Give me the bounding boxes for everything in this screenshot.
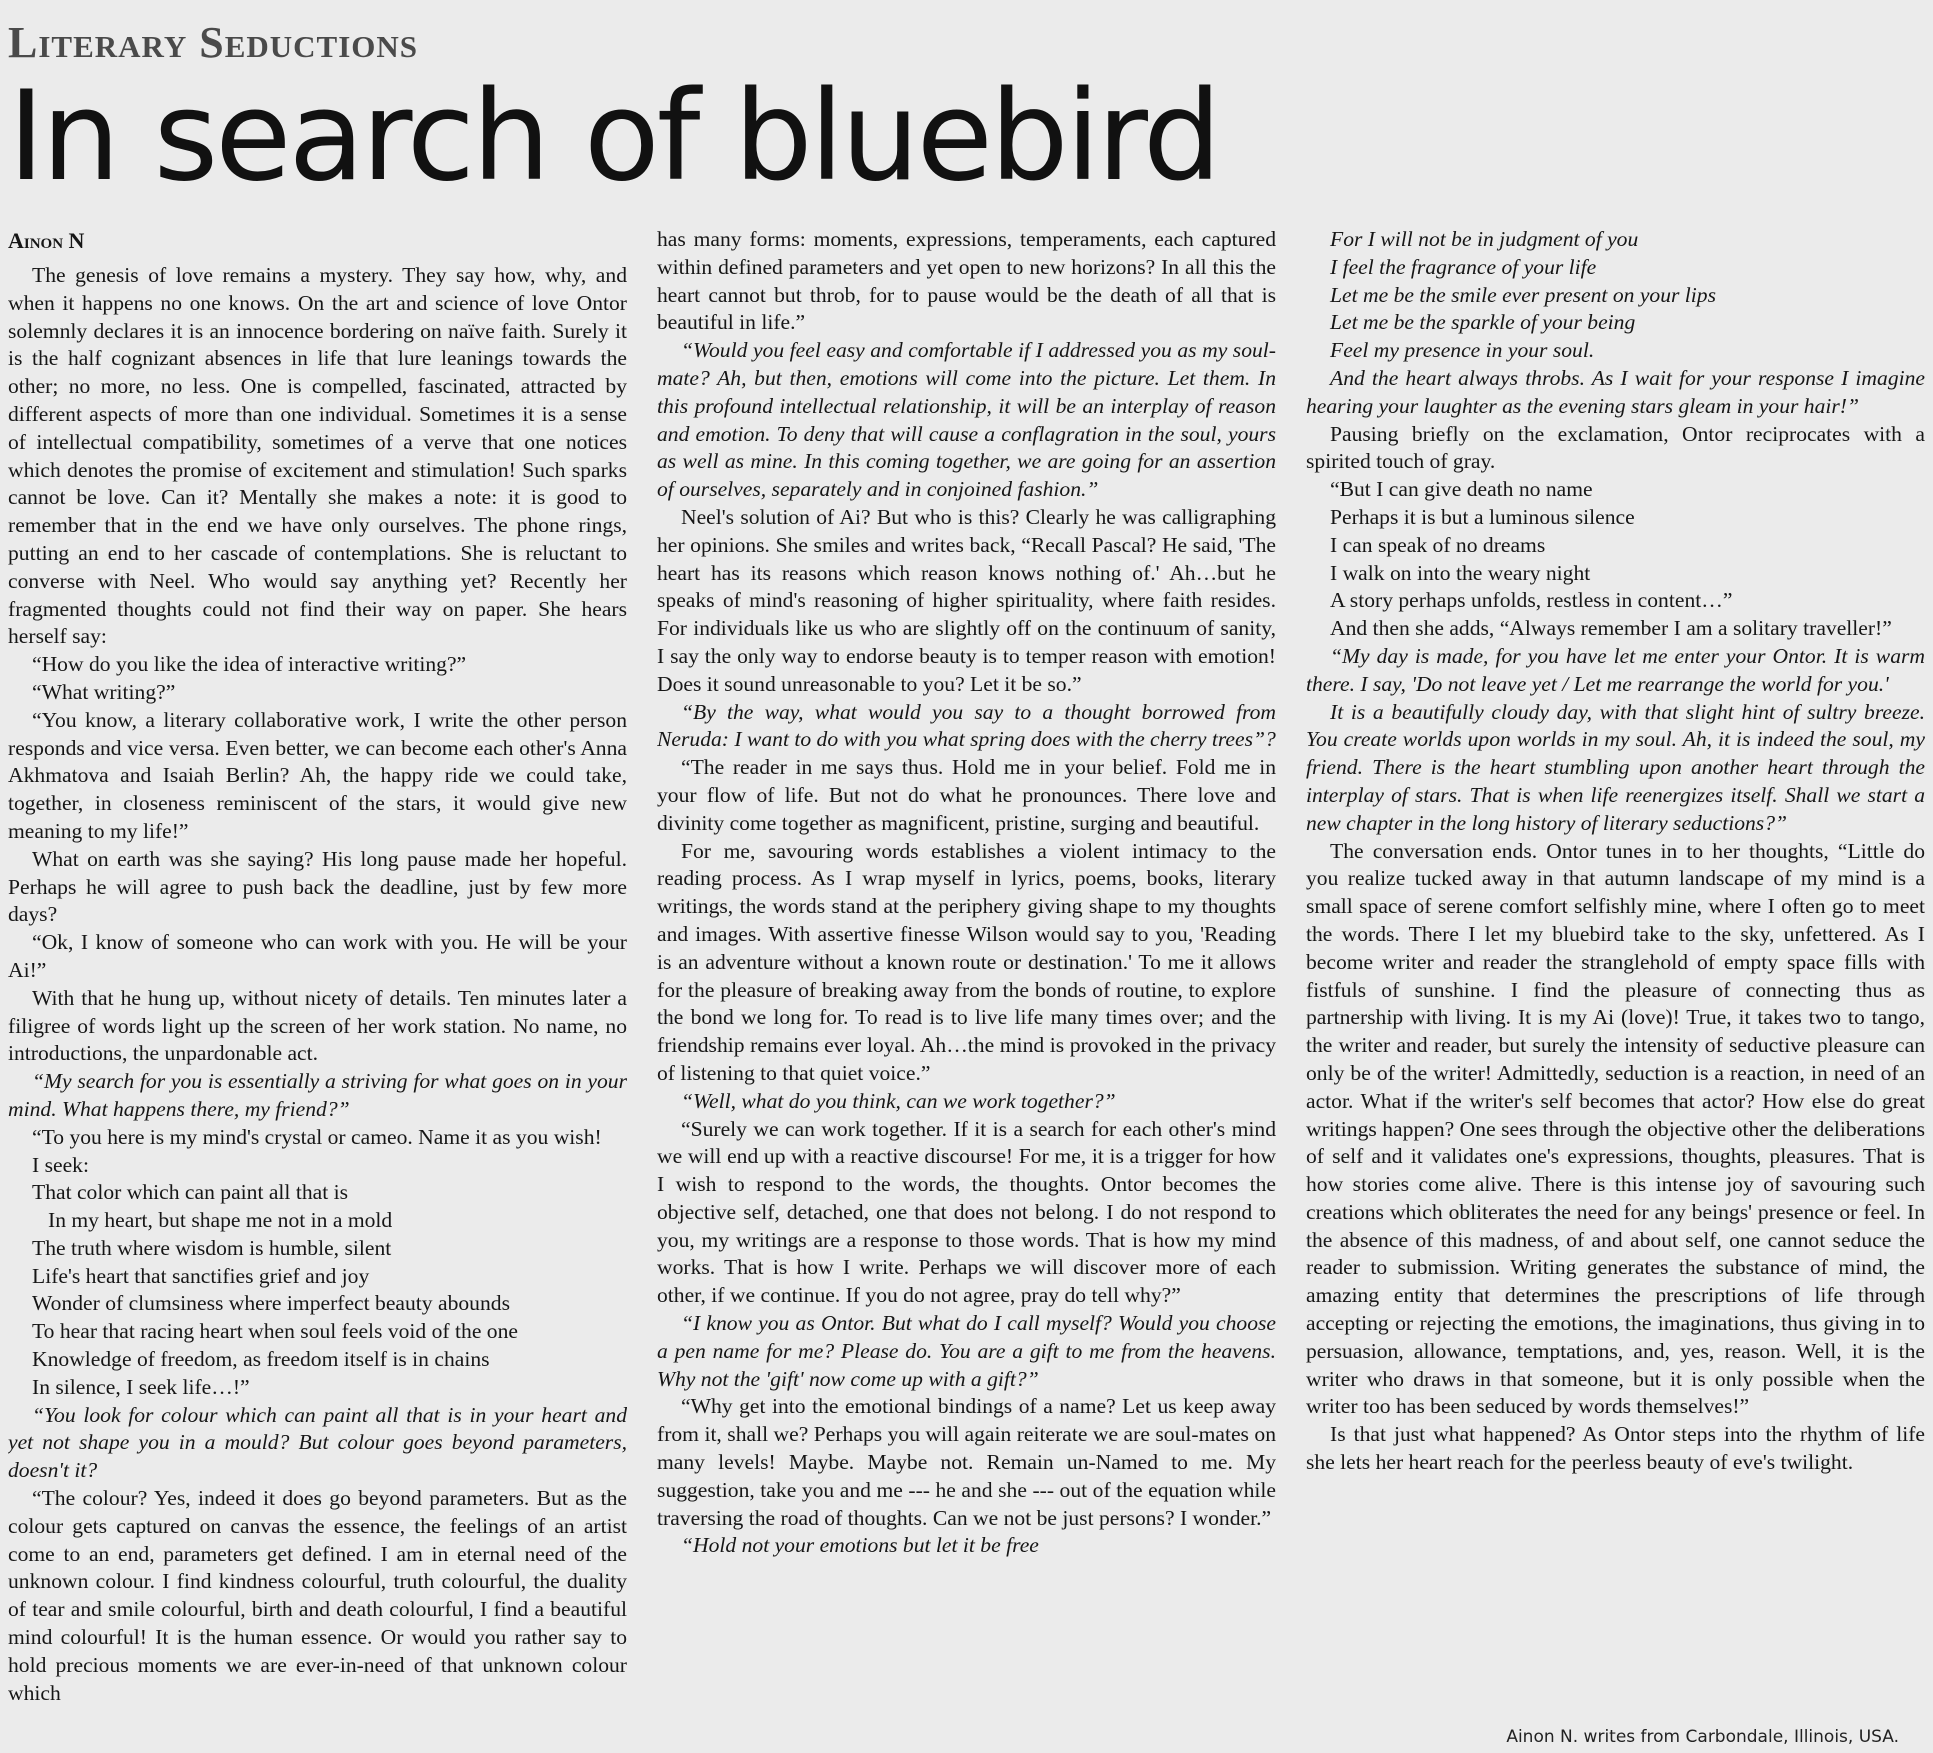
- paragraph: “Why get into the emotional bindings of a name? Let us keep away from it, shall we? Perhaps you will again reiterate we are soul-mates on many levels! Maybe. Maybe not. Remain un-Named to me. My suggestion, take you and me --- he and she --- out of the equation while traversing the road of thoughts. Can we not be just persons? I wonder.”: [657, 1394, 1276, 1530]
- paragraph: The conversation ends. Ontor tunes in to her thoughts, “Little do you realize tucked away in that autumn landscape of my mind is a small space of serene comfort selfishly mine, where I often go to meet the words. There I let my bluebird take to the sky, unfettered. As I become writer and reader the stranglehold of empty space fills with fistfuls of sunshine. I find the pleasure of connecting thus as partnership with living. It is my Ai (love)! True, it takes two to tango, the writer and reader, but surely the intensity of seductive pleasure can only be of the writer! Admittedly, seduction is a reaction, in need of an actor. What if the writer's self becomes that actor? How else do great writings happen? One sees through the objective other the deliberations of self and it validates one's expressions, thoughts, pleasures. That is how stories come alive. There is this intense joy of savouring such creations which obliterates the need for any beings' presence or feel. In the absence of this madness, of and about self, one cannot seduce the reader to submission. Writing generates the substance of mind, the amazing entity that determines the prescriptions of life through accepting or rejecting the emotions, the imaginations, thus giving in to persuasion, allowance, temptations, and, yes, reason. Well, it is the writer who draws in that someone, but it is only possible when the writer too has been seduced by words themselves!”: [1306, 838, 1925, 1419]
- verse-line: I can speak of no dreams: [1330, 532, 1546, 557]
- article-columns: [8, 226, 1925, 1753]
- paragraph: With that he hung up, without nicety of details. Ten minutes later a filigree of words light up the screen of her work station. No name, no introductions, the unpardonable act.: [8, 985, 627, 1066]
- paragraph: The genesis of love remains a mystery. They say how, why, and when it happens no one knows. On the art and science of love Ontor solemnly declares it is an innocence bordering on naïve faith. Surely it is the half cognizant absences in life that lure leanings towards the other; no more, no less. One is compelled, fascinated, attracted by different aspects of more than one individual. Sometimes it is a sense of intellectual compatibility, sometimes of a verve that one notices which denotes the promise of excitement and stimulation! Such sparks cannot be love. Can it? Mentally she makes a note: it is good to remember that in the end we have only ourselves. The phone rings, putting an end to her cascade of contemplations. She is reluctant to converse with Neel. Who would say anything yet? Recently her fragmented thoughts could not find their way on paper. She hears herself say:: [8, 263, 627, 649]
- paragraph: “You know, a literary collaborative work, I write the other person responds and vice versa. Even better, we can become each other's Anna Akhmatova and Isaiah Berlin? Ah, the happy ride we could take, together, in closeness reminiscent of the stars, it would give new meaning to my life!”: [8, 707, 627, 843]
- author-note: Ainon N. writes from Carbondale, Illinois, USA.: [1506, 1727, 1899, 1747]
- paragraph: “To you here is my mind's crystal or cameo. Name it as you wish!: [32, 1124, 602, 1149]
- paragraph: For me, savouring words establishes a violent intimacy to the reading process. As I wrap myself in lyrics, poems, books, literary writings, the words stand at the periphery giving shape to my thoughts and images. With assertive finesse Wilson would say to you, 'Reading is an adventure without a known route or destination.' To me it allows for the pleasure of breaking away from the bonds of routine, to explore the bond we long for. To read is to live life many times over; and the friendship remains ever loyal. Ah…the mind is provoked in the privacy of listening to that quiet voice.”: [657, 838, 1276, 1085]
- verse-line: Wonder of clumsiness where imperfect beauty abounds: [32, 1291, 510, 1316]
- verse-line: Life's heart that sanctifies grief and joy: [32, 1263, 370, 1288]
- verse-line: In silence, I seek life…!”: [32, 1374, 250, 1399]
- paragraph: “The reader in me says thus. Hold me in your belief. Fold me in your flow of life. But not do what he pronounces. There love and divinity come together as magnificent, pristine, surging and beautiful.: [657, 755, 1276, 835]
- paragraph: “What writing?”: [32, 679, 176, 704]
- paragraph: “Ok, I know of someone who can work with you. He will be your Ai!”: [8, 930, 627, 982]
- paragraph: “Hold not your emotions but let it be free: [681, 1533, 1039, 1558]
- article-column-2: [657, 226, 1276, 1753]
- verse-line: Let me be the smile ever present on your lips: [1330, 282, 1716, 307]
- paragraph: “You look for colour which can paint all that is in your heart and yet not shape you in a mould? But colour goes beyond parameters, doesn't it?: [8, 1402, 627, 1483]
- paragraph: It is a beautifully cloudy day, with that slight hint of sultry breeze. You create worlds upon worlds in my soul. Ah, it is indeed the soul, my friend. There is the heart stumbling upon another heart through the interplay of stars. That is when life reenergizes itself. Shall we start a new chapter in the long history of literary seductions?”: [1306, 699, 1925, 835]
- headline: In search of bluebird: [8, 65, 1219, 209]
- paragraph: And then she adds, “Always remember I am a solitary traveller!”: [1330, 616, 1892, 641]
- verse-line: For I will not be in judgment of you: [1330, 227, 1639, 251]
- article-column-1: [8, 226, 627, 1753]
- verse-line: I feel the fragrance of your life: [1330, 254, 1597, 279]
- paragraph: “The colour? Yes, indeed it does go beyond parameters. But as the colour gets captured on canvas the essence, the feelings of an artist come to an end, parameters get defined. I am in eternal need of the unknown colour. I find kindness colourful, truth colourful, the duality of tear and smile colourful, birth and death colourful, I find a beautiful mind colourful! It is the human essence. Or would you rather say to hold precious moments we are ever-in-need of that unknown colour which: [8, 1486, 627, 1705]
- verse-line: A story perhaps unfolds, restless in content…”: [1330, 588, 1733, 613]
- verse-line: That color which can paint all that is: [32, 1180, 349, 1205]
- verse-line: “But I can give death no name: [1330, 477, 1593, 502]
- paragraph: has many forms: moments, expressions, temperaments, each captured within defined parameters and yet open to new horizons? In all this the heart cannot but throb, for to pause would be the death of all that is beautiful in life.”: [657, 227, 1276, 335]
- paragraph: “How do you like the idea of interactive writing?”: [32, 652, 467, 677]
- paragraph: I seek:: [32, 1152, 89, 1177]
- verse-line: Let me be the sparkle of your being: [1330, 310, 1636, 335]
- paragraph: “My day is made, for you have let me enter your Ontor. It is warm there. I say, 'Do not leave yet / Let me rearrange the world for you.': [1306, 643, 1925, 696]
- paragraph: “By the way, what would you say to a thought borrowed from Neruda: I want to do with you what spring does with the cherry trees”?: [657, 699, 1276, 752]
- paragraph: “Well, what do you think, can we work together?”: [681, 1088, 1116, 1113]
- paragraph: Neel's solution of Ai? But who is this? Clearly he was calligraphing her opinions. She smiles and writes back, “Recall Pascal? He said, 'The heart has its reasons which reason knows nothing of.' Ah…but he speaks of mind's reasoning of higher spirituality, where faith resides. For individuals like us who are slightly off on the continuum of sanity, I say the only way to endorse beauty is to temper reason with emotion! Does it sound unreasonable to you? Let it be so.”: [657, 504, 1276, 696]
- paragraph: “Surely we can work together. If it is a search for each other's mind we will end up with a reactive discourse! For me, it is a trigger for how I wish to respond to the words, the thoughts. Ontor becomes the objective self, detached, one that does not belong. I do not respond to you, my writings are a response to those words. That is how my mind works. That is how I write. Perhaps we will discover more of each other, if we continue. If you do not agree, pray do tell why?”: [657, 1116, 1276, 1308]
- section-label: Literary Seductions: [8, 18, 419, 67]
- verse-line: The truth where wisdom is humble, silent: [32, 1235, 392, 1260]
- verse-line: Feel my presence in your soul.: [1330, 338, 1595, 363]
- paragraph: And the heart always throbs. As I wait for your response I imagine hearing your laughter as the evening stars gleam in your hair!”: [1306, 365, 1925, 418]
- verse-line: In my heart, but shape me not in a mold: [48, 1208, 393, 1233]
- paragraph: Is that just what happened? As Ontor steps into the rhythm of life she lets her heart reach for the peerless beauty of eve's twilight.: [1306, 1422, 1925, 1475]
- paragraph: Pausing briefly on the exclamation, Ontor reciprocates with a spirited touch of gray.: [1306, 421, 1925, 474]
- article-column-3: [1306, 226, 1925, 1753]
- verse-line: To hear that racing heart when soul feels void of the one: [32, 1319, 518, 1344]
- paragraph: “Would you feel easy and comfortable if I addressed you as my soul-mate? Ah, but then, emotions will come into the picture. Let them. In this profound intellectual relationship, it will be an interplay of reason and emotion. To deny that will cause a conflagration in the soul, yours as well as mine. In this coming together, we are going for an assertion of ourselves, separately and in conjoined fashion.”: [657, 338, 1276, 502]
- paragraph: “My search for you is essentially a striving for what goes on in your mind. What happens there, my friend?”: [8, 1069, 627, 1121]
- verse-line: Knowledge of freedom, as freedom itself is in chains: [32, 1347, 490, 1372]
- paragraph: “I know you as Ontor. But what do I call myself? Would you choose a pen name for me? Please do. You are a gift to me from the heavens. Why not the 'gift' now come up with a gift?”: [657, 1311, 1276, 1391]
- verse-line: Perhaps it is but a luminous silence: [1330, 504, 1635, 529]
- verse-line: I walk on into the weary night: [1330, 560, 1591, 585]
- byline: Ainon N: [8, 228, 85, 253]
- paragraph: What on earth was she saying? His long pause made her hopeful. Perhaps he will agree to push back the deadline, just by few more days?: [8, 846, 627, 927]
